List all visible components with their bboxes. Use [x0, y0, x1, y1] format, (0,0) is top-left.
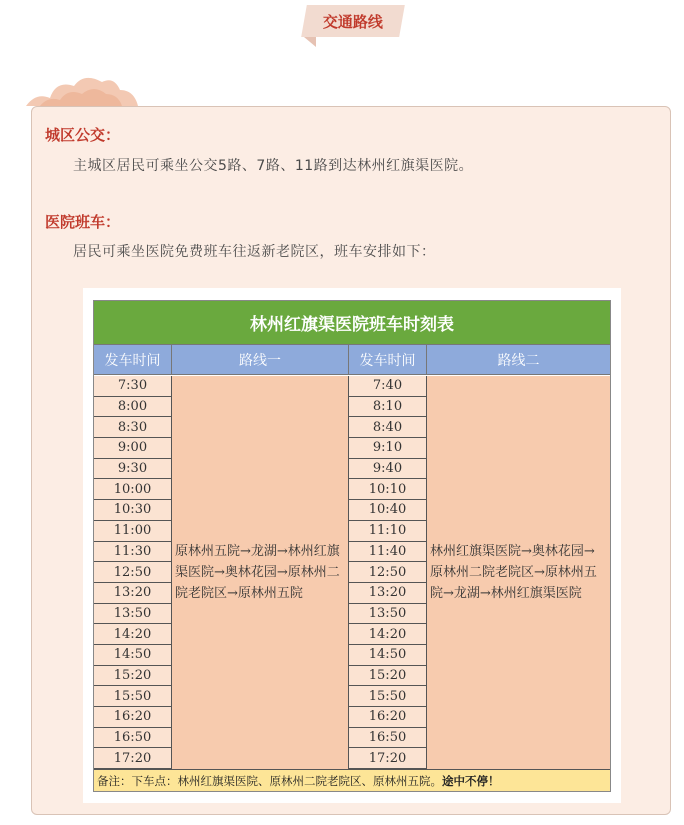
departure-time-cell: 15:20	[349, 666, 427, 687]
cloud-decoration-icon	[22, 66, 142, 110]
timetable	[93, 300, 611, 792]
departure-time-cell: 12:50	[349, 562, 427, 583]
section-tag	[301, 5, 405, 37]
header-route-1: 路线一	[172, 345, 349, 375]
departure-time-cell: 9:10	[349, 438, 427, 459]
info-panel	[31, 106, 671, 815]
departure-time-cell: 13:20	[94, 583, 172, 604]
departure-time-cell: 12:50	[94, 562, 172, 583]
bus-section-text: 主城区居民可乘坐公交5路、7路、11路到达林州红旗渠医院。	[73, 158, 474, 174]
departure-time-cell: 11:30	[94, 542, 172, 563]
departure-time-cell: 8:40	[349, 417, 427, 438]
departure-time-cell: 9:30	[94, 459, 172, 480]
departure-time-cell: 16:50	[94, 728, 172, 749]
departure-time-cell: 8:10	[349, 397, 427, 418]
section-tag-tail	[304, 37, 316, 47]
departure-time-cell: 11:00	[94, 521, 172, 542]
departure-time-cell: 10:10	[349, 479, 427, 500]
departure-time-cell: 16:20	[94, 707, 172, 728]
departure-time-cell: 7:30	[94, 376, 172, 397]
departure-time-cell: 14:20	[94, 624, 172, 645]
departure-time-cell: 8:00	[94, 397, 172, 418]
departure-time-cell: 17:20	[349, 748, 427, 769]
note-text: 备注：下车点：林州红旗渠医院、原林州二院老院区、原林州五院。	[97, 773, 442, 788]
departure-time-cell: 15:20	[94, 666, 172, 687]
departure-time-cell: 13:20	[349, 583, 427, 604]
header-departure-time-2: 发车时间	[349, 345, 427, 375]
route-2-description: 林州红旗渠医院→奥林花园→原林州二院老院区→原林州五院→龙湖→林州红旗渠医院	[427, 376, 610, 769]
departure-time-cell: 14:20	[349, 624, 427, 645]
header-route-2: 路线二	[427, 345, 610, 375]
note-emphasis: 途中不停！	[442, 773, 500, 788]
departure-time-cell: 11:40	[349, 542, 427, 563]
departure-time-cell: 7:40	[349, 376, 427, 397]
departure-time-cell: 14:50	[349, 645, 427, 666]
departure-time-cell: 8:30	[94, 417, 172, 438]
departure-time-cell: 9:40	[349, 459, 427, 480]
departure-times-column-1	[94, 376, 172, 769]
departure-time-cell: 15:50	[349, 686, 427, 707]
timetable-note	[94, 769, 610, 791]
departure-time-cell: 10:30	[94, 500, 172, 521]
departure-time-cell: 9:00	[94, 438, 172, 459]
departure-time-cell: 16:50	[349, 728, 427, 749]
departure-time-cell: 11:10	[349, 521, 427, 542]
departure-times-column-2	[349, 376, 427, 769]
shuttle-section-title: 医院班车：	[45, 213, 121, 231]
route-1-description: 原林州五院→龙湖→林州红旗渠医院→奥林花园→原林州二院老院区→原林州五院	[172, 376, 349, 769]
timetable-image	[83, 288, 621, 803]
departure-time-cell: 17:20	[94, 748, 172, 769]
section-tag-label: 交通路线	[322, 12, 383, 31]
departure-time-cell: 16:20	[349, 707, 427, 728]
departure-time-cell: 13:50	[349, 604, 427, 625]
bus-section-title: 城区公交：	[45, 126, 121, 144]
departure-time-cell: 10:00	[94, 479, 172, 500]
header-departure-time-1: 发车时间	[94, 345, 172, 375]
departure-time-cell: 14:50	[94, 645, 172, 666]
timetable-title: 林州红旗渠医院班车时刻表	[94, 301, 610, 345]
departure-time-cell: 10:40	[349, 500, 427, 521]
shuttle-section-text: 居民可乘坐医院免费班车往返新老院区，班车安排如下：	[73, 244, 436, 260]
departure-time-cell: 15:50	[94, 686, 172, 707]
departure-time-cell: 13:50	[94, 604, 172, 625]
